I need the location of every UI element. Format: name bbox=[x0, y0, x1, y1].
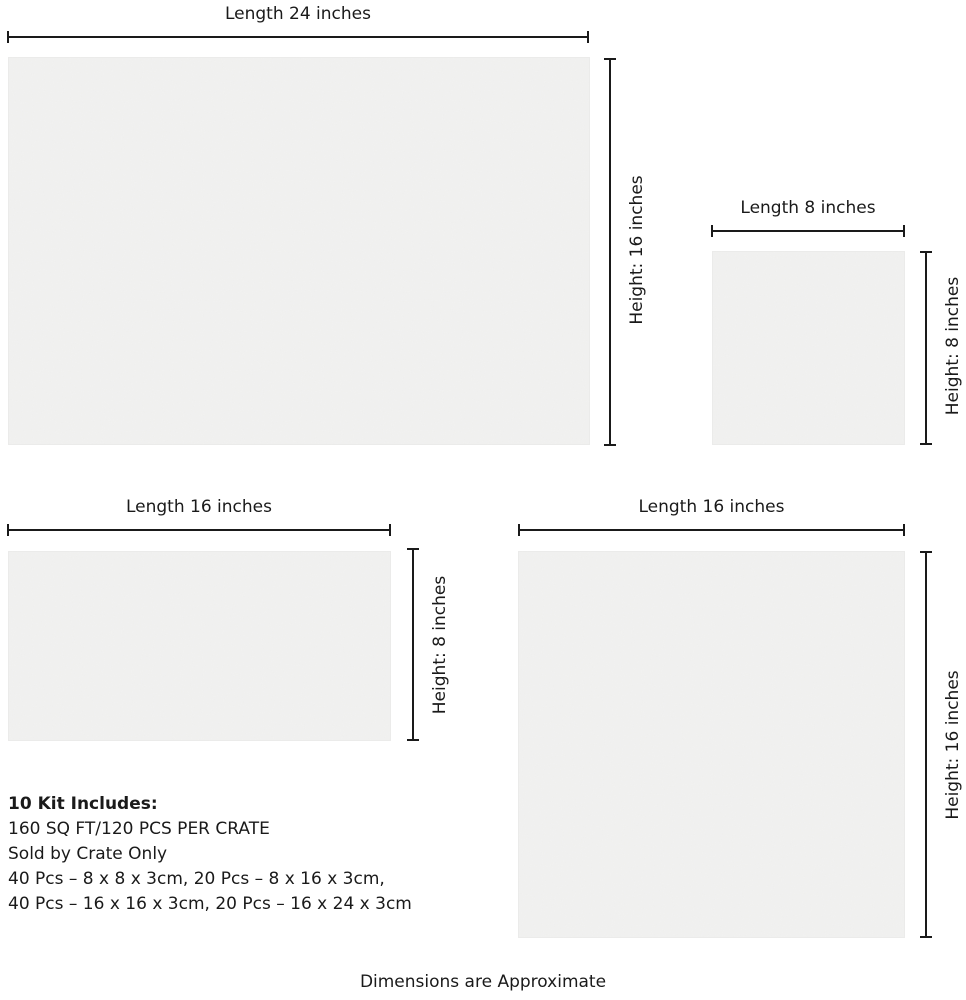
kit-info bbox=[8, 792, 412, 917]
kit-line: 40 Pcs – 8 x 8 x 3cm, 20 Pcs – 8 x 16 x 3cm, bbox=[8, 869, 385, 889]
length-dimension-line bbox=[7, 36, 589, 38]
kit-line: 160 SQ FT/120 PCS PER CRATE bbox=[8, 819, 270, 839]
stone-tile bbox=[8, 57, 590, 445]
length-label: Length 16 inches bbox=[638, 497, 785, 517]
length-dimension-line bbox=[518, 529, 905, 531]
kit-line: Sold by Crate Only bbox=[8, 844, 168, 864]
length-label: Length 24 inches bbox=[224, 4, 371, 24]
length-dimension-line bbox=[711, 230, 905, 232]
kit-title: 10 Kit Includes: bbox=[8, 794, 158, 814]
height-dimension-line bbox=[925, 551, 927, 938]
length-label: Length 8 inches bbox=[740, 198, 876, 218]
height-label: Height: 8 inches bbox=[430, 575, 450, 715]
stone-tile bbox=[8, 551, 391, 741]
height-label: Height: 16 inches bbox=[943, 670, 963, 820]
height-label: Height: 16 inches bbox=[627, 175, 647, 325]
stone-tile bbox=[712, 251, 905, 445]
length-label: Length 16 inches bbox=[125, 497, 272, 517]
height-dimension-line bbox=[412, 548, 414, 741]
length-dimension-line bbox=[7, 529, 391, 531]
height-label: Height: 8 inches bbox=[943, 276, 963, 416]
height-dimension-line bbox=[925, 251, 927, 445]
dimensions-note: Dimensions are Approximate bbox=[359, 972, 607, 992]
stone-tile bbox=[518, 551, 905, 938]
kit-line: 40 Pcs – 16 x 16 x 3cm, 20 Pcs – 16 x 24 x 3cm bbox=[8, 894, 412, 914]
height-dimension-line bbox=[609, 58, 611, 446]
